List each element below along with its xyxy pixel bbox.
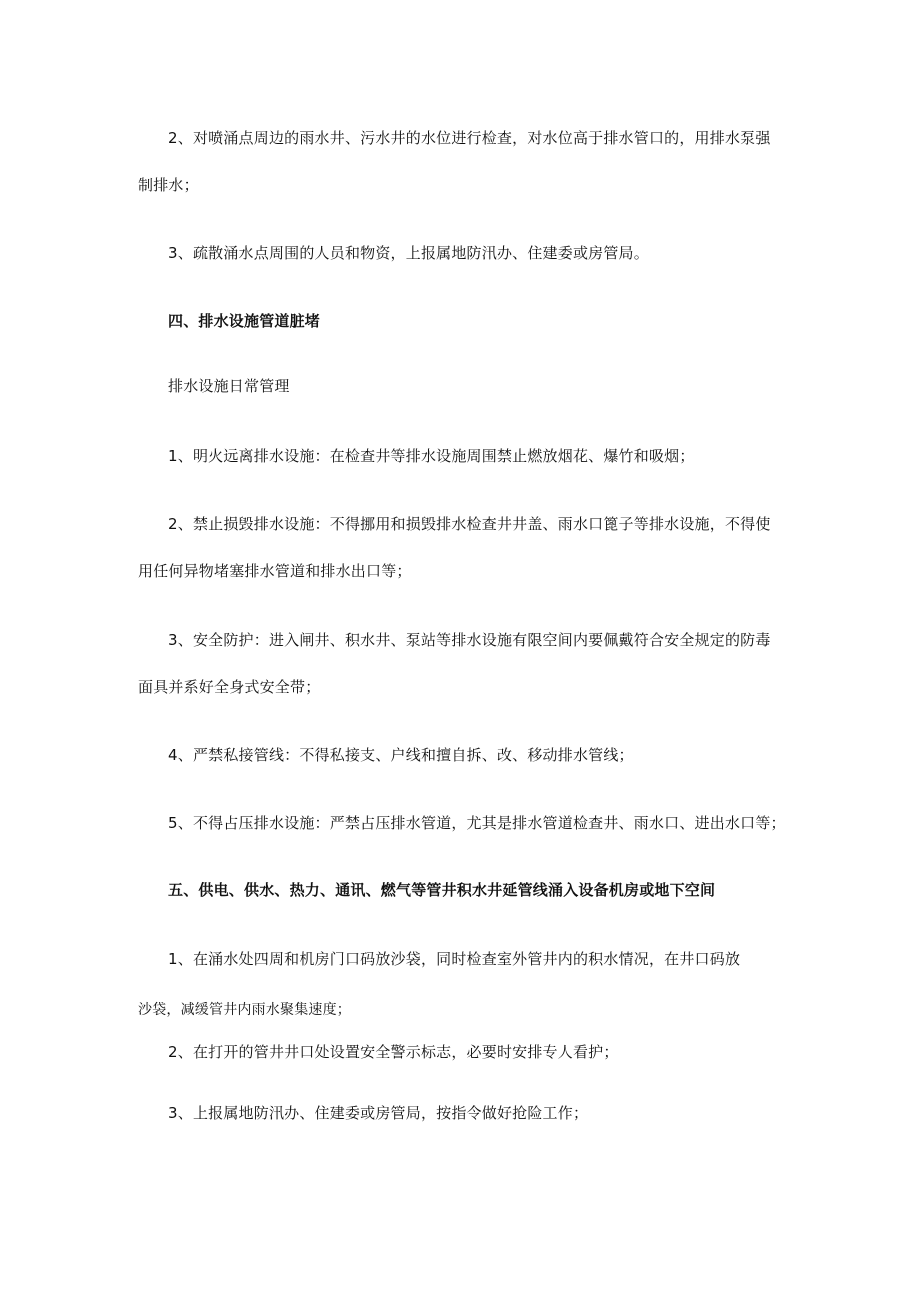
action-item-3: 3、上报属地防汛办、住建委或房管局，按指令做好抢险工作； xyxy=(168,1104,589,1122)
item-2-line-1: 2、对喷涌点周边的雨水井、污水井的水位进行检查，对水位高于排水管口的，用排水泵强 xyxy=(168,129,771,147)
action-item-1-line-1: 1、在涌水处四周和机房门口码放沙袋，同时检查室外管井内的积水情况，在井口码放 xyxy=(168,950,741,968)
item-3: 3、疏散涌水点周围的人员和物资，上报属地防汛办、住建委或房管局。 xyxy=(168,244,649,262)
section-four-heading: 四、排水设施管道脏堵 xyxy=(168,312,321,330)
rule-item-3-line-1: 3、安全防护：进入闸井、积水井、泵站等排水设施有限空间内要佩戴符合安全规定的防毒 xyxy=(168,631,771,649)
section-five-heading: 五、供电、供水、热力、通讯、燃气等管井积水井延管线涌入设备机房或地下空间 xyxy=(168,881,716,899)
section-four-subheading: 排水设施日常管理 xyxy=(168,377,290,395)
rule-item-2-line-2: 用任何异物堵塞排水管道和排水出口等； xyxy=(138,562,412,580)
rule-item-1: 1、明火远离排水设施：在检查井等排水设施周围禁止燃放烟花、爆竹和吸烟； xyxy=(168,447,695,465)
rule-item-3-line-2: 面具并系好全身式安全带； xyxy=(138,678,321,696)
rule-item-4: 4、严禁私接管线：不得私接支、户线和擅自拆、改、移动排水管线； xyxy=(168,746,634,764)
action-item-1-line-2: 沙袋，减缓管井内雨水聚集速度； xyxy=(138,1002,351,1018)
rule-item-5: 5、不得占压排水设施：严禁占压排水管道，尤其是排水管道检查井、雨水口、进出水口等； xyxy=(168,814,786,832)
action-item-2: 2、在打开的管井井口处设置安全警示标志，必要时安排专人看护； xyxy=(168,1043,619,1061)
item-2-line-2: 制排水； xyxy=(138,176,199,194)
rule-item-2-line-1: 2、禁止损毁排水设施：不得挪用和损毁排水检查井井盖、雨水口篦子等排水设施，不得使 xyxy=(168,515,771,533)
